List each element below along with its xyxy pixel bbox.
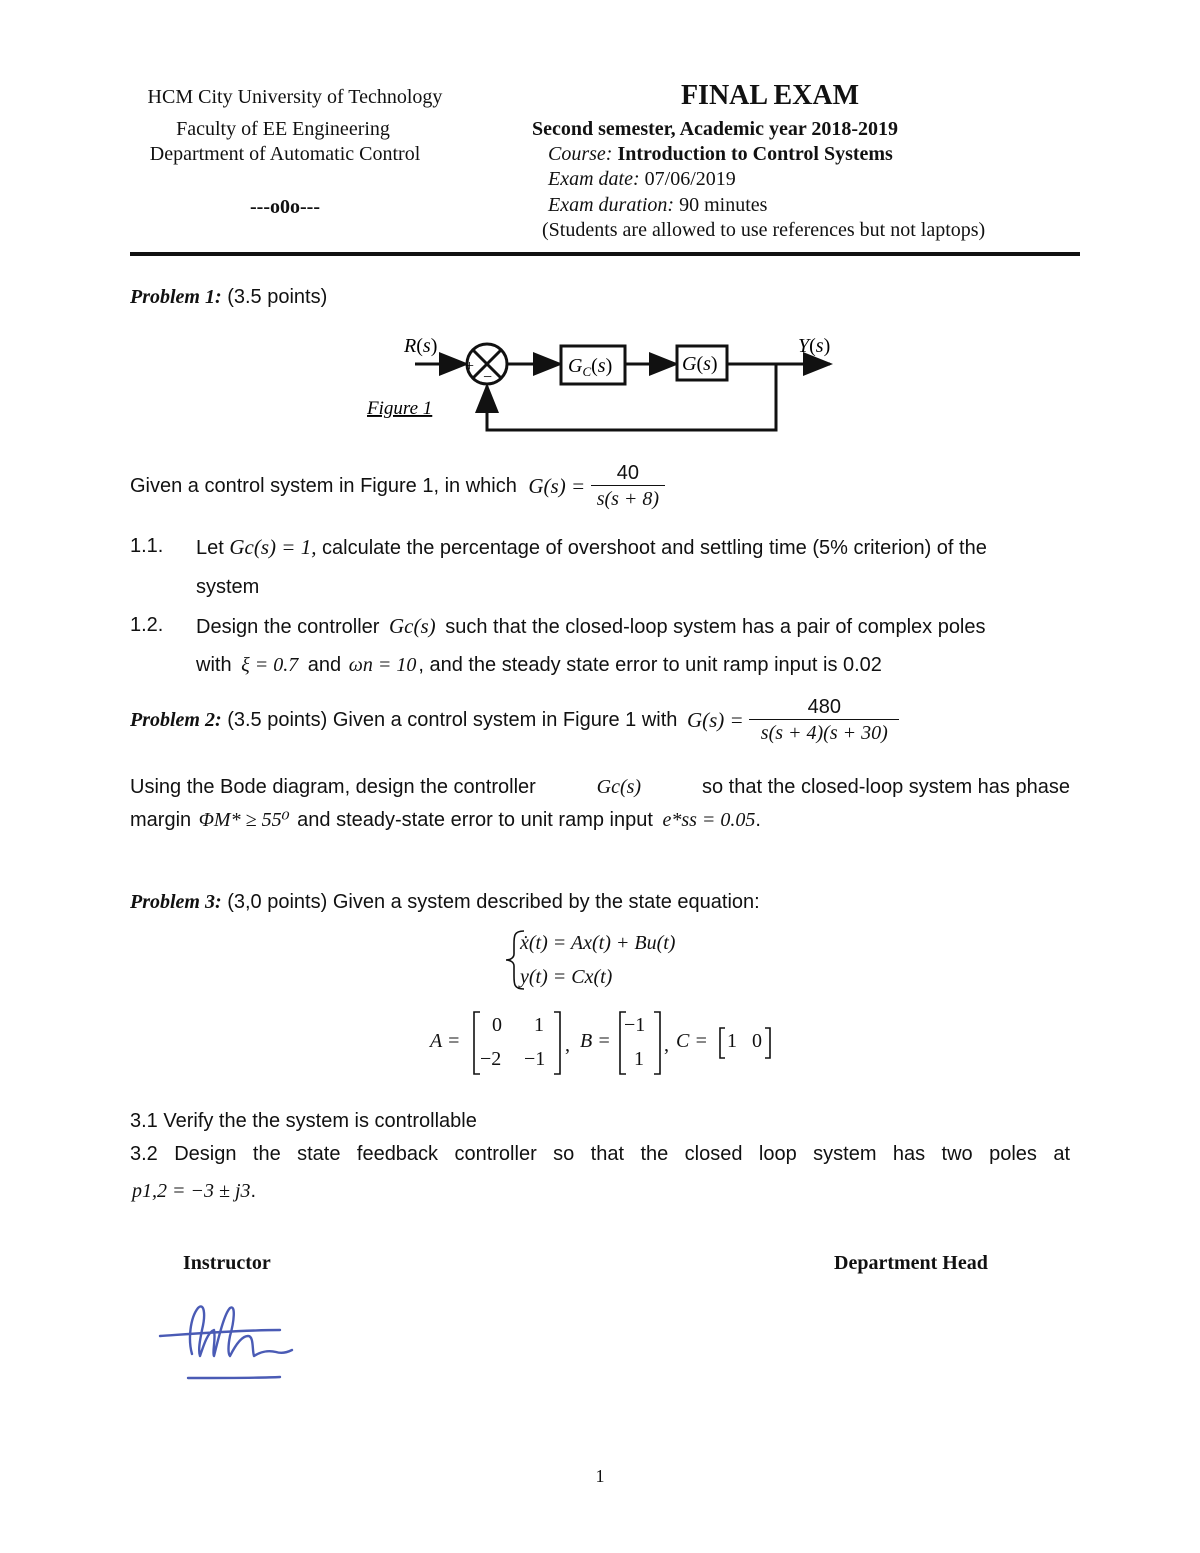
problem2-title: Problem 2: [130,709,222,731]
matrix-a-12: 1 [534,1014,544,1036]
feedback-path [487,364,776,430]
problem3-heading [130,891,760,914]
problem1-g-lhs: G(s) = [528,474,586,498]
input-label: R(s) [404,335,438,357]
problem1-intro: Given a control system in Figure 1, in which [130,475,517,497]
problem1-g-fraction [591,462,665,511]
exam-title: FINAL EXAM [680,80,860,111]
problem3-item2-end: . [250,1180,257,1202]
plus-sign: + [465,358,475,375]
matrix-b-1: −1 [624,1014,646,1036]
problem1-title: Problem 1: [130,286,222,308]
instructor-label: Instructor [183,1252,271,1274]
problem1-item1 [196,535,987,560]
matrix-b [618,1010,662,1076]
problem2-line1-rest: so that the closed-loop system has phase [701,776,1070,798]
matrix-c-label: C = [676,1030,708,1052]
problem2-g-numerator: 480 [807,696,841,718]
matrix-b-label: B = [580,1030,611,1052]
matrix-a-22: −1 [524,1048,546,1070]
problem1-item2 [196,614,986,639]
problem2-line2 [130,807,761,832]
problem1-item2-pre: Design the controller [196,616,380,638]
problem2-g-lhs: G(s) = [686,708,744,732]
problem1-item2-line2 [196,654,882,677]
date-value: 07/06/2019 [644,168,736,190]
problem2-g-denominator: s(s + 4)(s + 30) [749,719,899,745]
output-label: Y(s) [798,335,831,357]
problem1-item2-text: such that the closed-loop system has a pair of complex poles [445,616,986,638]
controller-label: $G_C(s)$ [568,355,613,379]
problem3-title: Problem 3: [130,891,222,913]
duration-label: Exam duration: [548,194,675,216]
plant-label: G(s) [682,353,718,375]
problem3-item2-eq-line [132,1180,256,1203]
problem1-given-line [130,462,665,511]
problem2-g-fraction [749,696,899,745]
problem3-points: (3,0 points) Given a system described by the state equation: [227,891,760,913]
problem1-item2-xi: ξ = 0.7 [241,654,299,676]
matrix-c [718,1026,772,1060]
problem2-line2-end: . [755,809,761,831]
university-name: HCM City University of Technology [147,86,443,108]
figure-caption: Figure 1 [367,398,433,419]
state-equation-2: y(t) = Cx(t) [520,966,613,988]
course-value: Introduction to Control Systems [617,143,893,165]
problem1-item2-num: 1.2. [130,614,164,636]
problem2-line1 [130,776,1070,799]
matrix-a [472,1010,562,1076]
problem1-item2-wn: ωn = 10 [348,654,417,676]
problem2-line1-eq: Gc(s) [596,776,642,798]
problem2-line2-mid: and steady-state error to unit ramp input [297,809,653,831]
state-equation-1: ẋ(t) = Ax(t) + Bu(t) [520,932,676,954]
problem2-line2-pre: margin [130,809,192,831]
faculty-name: Faculty of EE Engineering [176,118,390,140]
instructor-signature [150,1300,310,1390]
semester: Second semester, Academic year 2018-2019 [532,118,899,140]
problem1-item1-eq: Gc(s) = 1, [229,535,317,559]
matrix-a-11: 0 [492,1014,502,1036]
date-label: Exam date: [548,168,640,190]
problem1-g-denominator: s(s + 8) [591,485,665,511]
problem2-line2-ess: e*ss = 0.05 [662,809,756,831]
minus-sign: − [483,369,493,386]
problem1-g-numerator: 40 [616,462,640,484]
matrix-c-1: 1 [727,1030,737,1052]
matrix-a-21: −2 [480,1048,502,1070]
matrix-b-2: 1 [634,1048,644,1070]
problem2-line2-pm: ΦM* ≥ 55⁰ [198,809,290,831]
page-number: 1 [595,1466,605,1486]
exam-note: (Students are allowed to use references but not laptops) [542,219,986,241]
problem1-item2-with: with [196,654,232,676]
problem1-item2-rest: , and the steady state error to unit ramp input is 0.02 [418,654,882,676]
header-ornament: ---o0o--- [250,196,320,218]
problem1-item1-text2: system [196,576,260,598]
problem2-line1-text: Using the Bode diagram, design the controller [130,776,536,798]
problem2-points: (3.5 points) Given a control system in Figure 1 with [227,709,678,731]
problem1-points: (3.5 points) [227,286,328,308]
problem2-heading [130,696,899,745]
matrix-c-2: 0 [752,1030,762,1052]
problem3-item2-eq: p1,2 = −3 ± j3 [132,1180,251,1202]
problem1-item1-text: calculate the percentage of overshoot and settling time (5% criterion) of the [322,537,987,559]
problem1-item1-num: 1.1. [130,535,164,557]
course-label: Course: [548,143,613,165]
matrix-a-label: A = [430,1030,461,1052]
block-diagram-figure [0,0,1200,460]
problem3-item1: 3.1 Verify the the system is controllable [130,1110,477,1132]
duration-value: 90 minutes [679,194,768,216]
department-head-label: Department Head [834,1252,988,1274]
problem3-item2: 3.2 Design the state feedback controller so that the closed loop system has two poles at [130,1143,1070,1165]
problem1-item2-and: and [307,654,342,676]
problem1-item2-eq: Gc(s) [389,614,436,638]
problem1-item1-pre: Let [196,537,224,559]
department-name: Department of Automatic Control [149,143,421,165]
